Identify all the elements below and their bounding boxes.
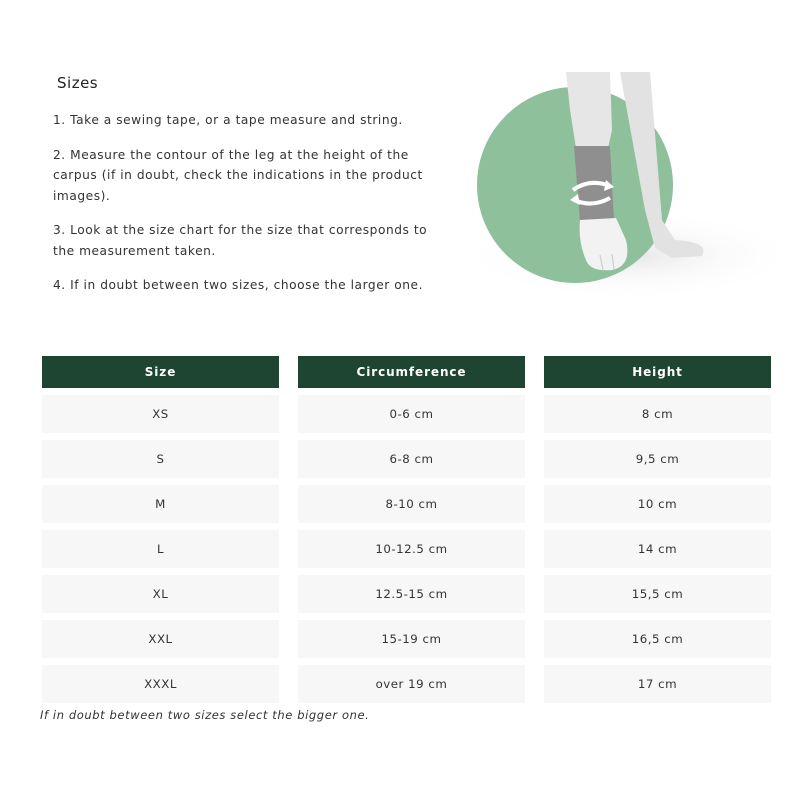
table-row (42, 395, 771, 433)
cell-size: XS (42, 395, 279, 433)
header-height: Height (544, 356, 771, 388)
instruction-step: 4. If in doubt between two sizes, choose the larger one. (53, 278, 423, 292)
cell-size: XXXL (42, 665, 279, 703)
table-row (42, 440, 771, 478)
cell-circumference: over 19 cm (298, 665, 525, 703)
instruction-step: 2. Measure the contour of the leg at the height of the carpus (if in doubt, check the indications in the product images). (53, 147, 423, 203)
cell-height: 14 cm (544, 530, 771, 568)
cell-size: L (42, 530, 279, 568)
table-row (42, 530, 771, 568)
cell-circumference: 6-8 cm (298, 440, 525, 478)
size-chart-table (42, 356, 771, 710)
page-title: Sizes (57, 74, 99, 92)
cell-size: M (42, 485, 279, 523)
table-row (42, 485, 771, 523)
table-row (42, 575, 771, 613)
table-header-row (42, 356, 771, 388)
table-row (42, 665, 771, 703)
cell-size: S (42, 440, 279, 478)
header-size: Size (42, 356, 279, 388)
cell-circumference: 12.5-15 cm (298, 575, 525, 613)
instruction-step: 1. Take a sewing tape, or a tape measure and string. (53, 113, 403, 127)
instructions-list (53, 110, 453, 310)
cell-circumference: 0-6 cm (298, 395, 525, 433)
cell-height: 10 cm (544, 485, 771, 523)
header-circumference: Circumference (298, 356, 525, 388)
footnote: If in doubt between two sizes select the bigger one. (40, 708, 370, 722)
instruction-step: 3. Look at the size chart for the size that corresponds to the measurement taken. (53, 223, 428, 258)
cell-circumference: 15-19 cm (298, 620, 525, 658)
cell-size: XXL (42, 620, 279, 658)
cell-height: 15,5 cm (544, 575, 771, 613)
cell-height: 9,5 cm (544, 440, 771, 478)
table-row (42, 620, 771, 658)
cell-height: 17 cm (544, 665, 771, 703)
cell-height: 8 cm (544, 395, 771, 433)
cell-circumference: 10-12.5 cm (298, 530, 525, 568)
dog-leg-measure-icon (440, 70, 790, 340)
cell-size: XL (42, 575, 279, 613)
cell-circumference: 8-10 cm (298, 485, 525, 523)
cell-height: 16,5 cm (544, 620, 771, 658)
dog-leg-illustration (440, 70, 790, 340)
